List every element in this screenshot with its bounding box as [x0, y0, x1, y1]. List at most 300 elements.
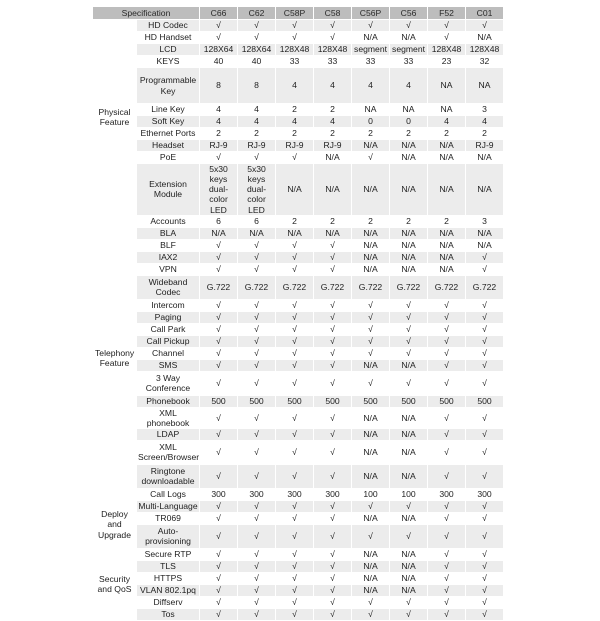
feature-label: Ringtone downloadable: [137, 464, 200, 488]
spec-value-cell: √: [276, 311, 314, 323]
spec-value-cell: G.722: [466, 275, 504, 299]
spec-value-cell: √: [428, 608, 466, 620]
spec-value-cell: √: [390, 335, 428, 347]
specification-header: Specification: [93, 7, 200, 20]
feature-label: TR069: [137, 512, 200, 524]
feature-label: Accounts: [137, 215, 200, 227]
table-row: [93, 548, 504, 560]
spec-value-cell: NA: [428, 68, 466, 104]
spec-value-cell: 128X64: [200, 44, 238, 56]
spec-value-cell: √: [276, 152, 314, 164]
table-row: [93, 407, 504, 428]
spec-value-cell: √: [238, 311, 276, 323]
spec-value-cell: √: [200, 299, 238, 311]
table-row: [93, 239, 504, 251]
spec-value-cell: √: [200, 572, 238, 584]
spec-value-cell: N/A: [352, 227, 390, 239]
spec-value-cell: N/A: [352, 428, 390, 440]
spec-value-cell: √: [466, 299, 504, 311]
spec-value-cell: √: [200, 500, 238, 512]
spec-value-cell: √: [428, 323, 466, 335]
spec-value-cell: √: [238, 596, 276, 608]
spec-value-cell: √: [466, 500, 504, 512]
spec-value-cell: √: [200, 596, 238, 608]
spec-value-cell: √: [428, 347, 466, 359]
spec-value-cell: √: [276, 500, 314, 512]
feature-label: Line Key: [137, 104, 200, 116]
spec-value-cell: √: [314, 608, 352, 620]
table-row: [93, 440, 504, 464]
table-row: [93, 560, 504, 572]
spec-value-cell: N/A: [390, 560, 428, 572]
spec-value-cell: √: [238, 335, 276, 347]
spec-value-cell: N/A: [390, 572, 428, 584]
spec-value-cell: √: [238, 323, 276, 335]
spec-value-cell: 2: [276, 104, 314, 116]
spec-value-cell: NA: [390, 104, 428, 116]
spec-value-cell: √: [314, 596, 352, 608]
spec-value-cell: 4: [276, 68, 314, 104]
spec-value-cell: √: [314, 20, 352, 32]
spec-value-cell: √: [276, 560, 314, 572]
spec-value-cell: N/A: [466, 164, 504, 216]
spec-value-cell: √: [352, 323, 390, 335]
spec-value-cell: √: [314, 440, 352, 464]
spec-value-cell: 2: [352, 215, 390, 227]
spec-value-cell: √: [428, 335, 466, 347]
spec-value-cell: N/A: [352, 251, 390, 263]
spec-value-cell: √: [428, 500, 466, 512]
spec-value-cell: N/A: [428, 164, 466, 216]
table-row: [93, 215, 504, 227]
spec-value-cell: √: [200, 548, 238, 560]
spec-value-cell: 6: [238, 215, 276, 227]
spec-value-cell: √: [466, 596, 504, 608]
spec-value-cell: N/A: [352, 584, 390, 596]
spec-value-cell: √: [238, 500, 276, 512]
spec-value-cell: √: [428, 407, 466, 428]
spec-value-cell: √: [466, 335, 504, 347]
spec-value-cell: √: [200, 152, 238, 164]
spec-value-cell: √: [238, 548, 276, 560]
spec-value-cell: √: [390, 20, 428, 32]
feature-label: Headset: [137, 140, 200, 152]
spec-value-cell: 100: [352, 488, 390, 500]
spec-value-cell: 2: [390, 128, 428, 140]
spec-value-cell: √: [466, 572, 504, 584]
spec-value-cell: √: [428, 584, 466, 596]
model-header: C58P: [276, 7, 314, 20]
model-header: C62: [238, 7, 276, 20]
spec-value-cell: G.722: [314, 275, 352, 299]
table-row: [93, 500, 504, 512]
feature-label: HD Handset: [137, 32, 200, 44]
spec-value-cell: RJ-9: [466, 140, 504, 152]
spec-value-cell: √: [390, 524, 428, 548]
spec-value-cell: √: [276, 440, 314, 464]
spec-value-cell: √: [238, 371, 276, 395]
spec-value-cell: √: [276, 251, 314, 263]
spec-value-cell: √: [238, 428, 276, 440]
spec-value-cell: √: [428, 428, 466, 440]
spec-value-cell: √: [466, 464, 504, 488]
feature-label: VPN: [137, 263, 200, 275]
spec-value-cell: 40: [238, 56, 276, 68]
spec-value-cell: √: [276, 32, 314, 44]
spec-value-cell: N/A: [276, 164, 314, 216]
spec-value-cell: 128X64: [238, 44, 276, 56]
spec-value-cell: √: [314, 584, 352, 596]
spec-value-cell: 4: [314, 116, 352, 128]
spec-value-cell: N/A: [390, 464, 428, 488]
table-row: [93, 608, 504, 620]
spec-value-cell: 128X48: [276, 44, 314, 56]
table-row: [93, 227, 504, 239]
spec-value-cell: N/A: [238, 227, 276, 239]
spec-value-cell: √: [314, 335, 352, 347]
spec-value-cell: √: [390, 323, 428, 335]
spec-value-cell: √: [314, 299, 352, 311]
spec-value-cell: √: [314, 464, 352, 488]
spec-value-cell: 2: [428, 128, 466, 140]
spec-value-cell: √: [428, 464, 466, 488]
spec-value-cell: 4: [238, 104, 276, 116]
spec-value-cell: 3: [466, 104, 504, 116]
spec-value-cell: √: [428, 311, 466, 323]
spec-value-cell: √: [238, 359, 276, 371]
spec-value-cell: √: [314, 239, 352, 251]
spec-value-cell: √: [276, 347, 314, 359]
spec-value-cell: √: [466, 560, 504, 572]
spec-value-cell: G.722: [276, 275, 314, 299]
spec-value-cell: 300: [314, 488, 352, 500]
spec-value-cell: N/A: [390, 239, 428, 251]
table-row: [93, 428, 504, 440]
feature-label: XML phonebook: [137, 407, 200, 428]
spec-value-cell: 8: [200, 68, 238, 104]
spec-value-cell: N/A: [352, 512, 390, 524]
spec-value-cell: NA: [428, 104, 466, 116]
spec-value-cell: 300: [276, 488, 314, 500]
spec-value-cell: √: [238, 560, 276, 572]
spec-value-cell: 2: [314, 104, 352, 116]
spec-value-cell: √: [466, 512, 504, 524]
spec-value-cell: 500: [200, 395, 238, 407]
table-row: [93, 164, 504, 216]
spec-value-cell: √: [466, 347, 504, 359]
spec-comparison-sheet: [92, 6, 503, 621]
spec-value-cell: √: [238, 32, 276, 44]
spec-value-cell: √: [238, 440, 276, 464]
spec-value-cell: √: [352, 299, 390, 311]
table-row: [93, 275, 504, 299]
header-row: [93, 7, 504, 20]
spec-value-cell: √: [390, 347, 428, 359]
spec-value-cell: √: [314, 512, 352, 524]
spec-value-cell: N/A: [276, 227, 314, 239]
spec-value-cell: N/A: [390, 227, 428, 239]
spec-value-cell: √: [466, 20, 504, 32]
spec-value-cell: √: [314, 560, 352, 572]
feature-label: Tos: [137, 608, 200, 620]
model-header: F52: [428, 7, 466, 20]
spec-value-cell: N/A: [390, 152, 428, 164]
feature-label: Call Park: [137, 323, 200, 335]
model-header: C01: [466, 7, 504, 20]
spec-value-cell: √: [428, 359, 466, 371]
spec-value-cell: 6: [200, 215, 238, 227]
spec-value-cell: RJ-9: [314, 140, 352, 152]
spec-value-cell: N/A: [466, 227, 504, 239]
spec-value-cell: N/A: [352, 440, 390, 464]
spec-value-cell: N/A: [390, 584, 428, 596]
spec-value-cell: RJ-9: [200, 140, 238, 152]
spec-value-cell: 100: [390, 488, 428, 500]
spec-value-cell: √: [428, 20, 466, 32]
feature-label: Ethernet Ports: [137, 128, 200, 140]
spec-value-cell: √: [200, 311, 238, 323]
spec-value-cell: 33: [314, 56, 352, 68]
spec-value-cell: 3: [466, 215, 504, 227]
spec-value-cell: N/A: [390, 407, 428, 428]
spec-value-cell: √: [238, 524, 276, 548]
table-row: [93, 20, 504, 32]
spec-value-cell: √: [238, 608, 276, 620]
feature-label: 3 Way Conference: [137, 371, 200, 395]
feature-label: LDAP: [137, 428, 200, 440]
spec-value-cell: N/A: [466, 239, 504, 251]
table-row: [93, 524, 504, 548]
spec-value-cell: N/A: [390, 440, 428, 464]
spec-value-cell: √: [200, 239, 238, 251]
spec-value-cell: 4: [238, 116, 276, 128]
spec-value-cell: √: [238, 239, 276, 251]
category-label: Telephony Feature: [93, 215, 137, 500]
spec-value-cell: N/A: [466, 152, 504, 164]
spec-value-cell: √: [466, 407, 504, 428]
table-row: [93, 359, 504, 371]
spec-value-cell: √: [276, 572, 314, 584]
spec-value-cell: √: [352, 608, 390, 620]
table-row: [93, 347, 504, 359]
spec-value-cell: √: [200, 407, 238, 428]
spec-value-cell: √: [314, 32, 352, 44]
spec-value-cell: √: [238, 251, 276, 263]
spec-value-cell: N/A: [428, 227, 466, 239]
spec-value-cell: 4: [200, 116, 238, 128]
spec-value-cell: √: [314, 347, 352, 359]
category-label: Deploy and Upgrade: [93, 500, 137, 548]
spec-value-cell: √: [466, 584, 504, 596]
spec-value-cell: N/A: [428, 140, 466, 152]
spec-value-cell: N/A: [466, 32, 504, 44]
spec-value-cell: √: [276, 608, 314, 620]
table-row: [93, 596, 504, 608]
spec-table: [92, 6, 504, 621]
spec-value-cell: √: [352, 335, 390, 347]
spec-value-cell: 2: [428, 215, 466, 227]
feature-label: Paging: [137, 311, 200, 323]
spec-value-cell: √: [200, 32, 238, 44]
spec-value-cell: 0: [390, 116, 428, 128]
table-row: [93, 56, 504, 68]
spec-value-cell: 2: [276, 215, 314, 227]
table-row: [93, 371, 504, 395]
spec-value-cell: √: [466, 440, 504, 464]
model-header: C56P: [352, 7, 390, 20]
spec-value-cell: N/A: [352, 407, 390, 428]
spec-value-cell: √: [352, 371, 390, 395]
feature-label: Secure RTP: [137, 548, 200, 560]
spec-value-cell: √: [276, 263, 314, 275]
spec-value-cell: 2: [314, 215, 352, 227]
spec-value-cell: 32: [466, 56, 504, 68]
spec-table-body: [93, 20, 504, 621]
spec-value-cell: 2: [466, 128, 504, 140]
spec-value-cell: √: [200, 359, 238, 371]
spec-value-cell: N/A: [390, 512, 428, 524]
spec-value-cell: √: [200, 371, 238, 395]
table-row: [93, 251, 504, 263]
spec-value-cell: √: [200, 263, 238, 275]
feature-label: LCD: [137, 44, 200, 56]
spec-value-cell: √: [390, 500, 428, 512]
spec-value-cell: √: [466, 371, 504, 395]
spec-value-cell: √: [276, 371, 314, 395]
feature-label: PoE: [137, 152, 200, 164]
feature-label: Phonebook: [137, 395, 200, 407]
spec-value-cell: √: [466, 311, 504, 323]
feature-label: TLS: [137, 560, 200, 572]
spec-value-cell: N/A: [352, 239, 390, 251]
spec-value-cell: √: [200, 560, 238, 572]
spec-value-cell: N/A: [390, 32, 428, 44]
spec-value-cell: 8: [238, 68, 276, 104]
spec-value-cell: G.722: [352, 275, 390, 299]
feature-label: IAX2: [137, 251, 200, 263]
spec-value-cell: RJ-9: [276, 140, 314, 152]
feature-label: BLF: [137, 239, 200, 251]
spec-value-cell: √: [238, 263, 276, 275]
feature-label: Diffserv: [137, 596, 200, 608]
spec-value-cell: √: [276, 464, 314, 488]
table-row: [93, 116, 504, 128]
feature-label: Programmable Key: [137, 68, 200, 104]
spec-value-cell: N/A: [352, 560, 390, 572]
spec-value-cell: 4: [352, 68, 390, 104]
spec-value-cell: N/A: [314, 164, 352, 216]
spec-value-cell: 4: [466, 116, 504, 128]
spec-value-cell: N/A: [352, 572, 390, 584]
table-row: [93, 572, 504, 584]
spec-value-cell: 4: [390, 68, 428, 104]
spec-value-cell: 2: [200, 128, 238, 140]
spec-value-cell: √: [428, 560, 466, 572]
spec-value-cell: √: [466, 359, 504, 371]
spec-value-cell: 128X48: [314, 44, 352, 56]
spec-value-cell: √: [200, 608, 238, 620]
spec-value-cell: √: [276, 584, 314, 596]
spec-value-cell: G.722: [390, 275, 428, 299]
table-row: [93, 323, 504, 335]
spec-value-cell: √: [314, 524, 352, 548]
model-header: C56: [390, 7, 428, 20]
spec-value-cell: √: [428, 512, 466, 524]
spec-value-cell: N/A: [352, 140, 390, 152]
spec-value-cell: √: [276, 20, 314, 32]
feature-label: Call Pickup: [137, 335, 200, 347]
spec-value-cell: √: [352, 596, 390, 608]
spec-value-cell: 500: [352, 395, 390, 407]
feature-label: XML Screen/Browser: [138, 442, 200, 463]
spec-value-cell: √: [314, 311, 352, 323]
spec-value-cell: √: [466, 548, 504, 560]
feature-label: Intercom: [137, 299, 200, 311]
feature-label: Channel: [137, 347, 200, 359]
spec-value-cell: √: [466, 524, 504, 548]
spec-value-cell: N/A: [314, 227, 352, 239]
spec-value-cell: √: [238, 512, 276, 524]
feature-label: Wideband Codec: [137, 275, 200, 299]
spec-value-cell: 128X48: [466, 44, 504, 56]
spec-value-cell: segment: [352, 44, 390, 56]
spec-value-cell: √: [200, 464, 238, 488]
spec-value-cell: N/A: [390, 359, 428, 371]
spec-value-cell: 4: [276, 116, 314, 128]
model-header: C66: [200, 7, 238, 20]
feature-label: Extension Module: [137, 164, 200, 216]
spec-value-cell: 2: [238, 128, 276, 140]
spec-value-cell: N/A: [314, 152, 352, 164]
spec-value-cell: √: [314, 323, 352, 335]
spec-value-cell: 500: [428, 395, 466, 407]
spec-value-cell: 300: [200, 488, 238, 500]
spec-value-cell: √: [276, 512, 314, 524]
feature-label: VLAN 802.1pq: [137, 584, 200, 596]
spec-value-cell: segment: [390, 44, 428, 56]
table-row: [93, 263, 504, 275]
spec-value-cell: √: [428, 440, 466, 464]
spec-value-cell: √: [276, 596, 314, 608]
feature-label: SMS: [137, 359, 200, 371]
table-row: [93, 464, 504, 488]
spec-value-cell: √: [314, 407, 352, 428]
spec-value-cell: √: [428, 299, 466, 311]
spec-value-cell: N/A: [352, 164, 390, 216]
spec-value-cell: √: [352, 524, 390, 548]
spec-value-cell: √: [200, 20, 238, 32]
spec-value-cell: 33: [352, 56, 390, 68]
spec-value-cell: √: [466, 323, 504, 335]
spec-value-cell: 40: [200, 56, 238, 68]
spec-value-cell: √: [200, 347, 238, 359]
spec-value-cell: N/A: [428, 152, 466, 164]
spec-value-cell: 4: [314, 68, 352, 104]
table-row: [93, 128, 504, 140]
spec-value-cell: N/A: [390, 140, 428, 152]
model-header: C58: [314, 7, 352, 20]
table-row: [93, 68, 504, 104]
spec-value-cell: N/A: [352, 464, 390, 488]
spec-value-cell: N/A: [352, 359, 390, 371]
feature-label: HTTPS: [137, 572, 200, 584]
feature-label: Call Logs: [137, 488, 200, 500]
spec-value-cell: 500: [276, 395, 314, 407]
spec-value-cell: √: [238, 347, 276, 359]
spec-value-cell: √: [276, 335, 314, 347]
spec-value-cell: √: [200, 512, 238, 524]
spec-value-cell: √: [238, 20, 276, 32]
